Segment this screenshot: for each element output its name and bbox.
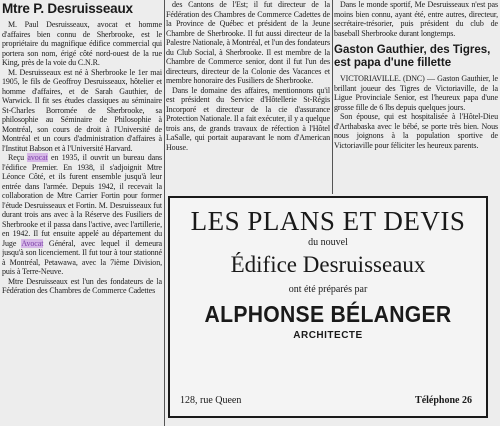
article-paragraph-1: M. Paul Desruisseaux, avocat et homme d'affaires bien connu de Sherbrooke, est le propriétaire du magnifique édifice commercial qui portera son nom, érigé côté nord-ouest de la rue King, près de la voie du C.N.R. <box>2 20 162 67</box>
column-divider <box>164 0 165 426</box>
article-column-3 <box>334 0 498 194</box>
article-column-2 <box>166 0 330 194</box>
article-paragraph-4: Mtre Desruisseaux est l'un des fondateurs de la Fédération des Chambres de Commerce Cadettes <box>2 276 162 295</box>
article-paragraph-3 <box>2 153 162 277</box>
ad-phone: Téléphone 26 <box>415 395 472 406</box>
dateline-source: (DNC) <box>403 74 425 83</box>
ad-prepared-by: ont été préparés par <box>288 284 368 295</box>
paragraph-text: Reçu <box>8 153 28 162</box>
paragraph-text: — Gaston Gauthier, le brillant joueur des Tigres de Victoriaville, de la Ligue Provinciale Senior, est l'heureux papa d'une grosse fille de 6 lbs depuis quelques jours. <box>334 74 498 112</box>
article-headline-desruisseaux: Mtre P. Desruisseaux <box>2 1 133 16</box>
ad-address: 128, rue Queen <box>180 395 242 406</box>
article-paragraph-dateline <box>334 74 498 112</box>
article-paragraph-2: M. Desruisseaux est né à Sherbrooke le 1er mai 1905, le fils de Geoffroy Desruisseaux, hôtelier et homme d'affaires, et de Sarah Gauthier, de Warwick. Il fit ses études classiques au séminaire St-Charles Borromée de Sherbrooke, sa philosophie au Séminaire de Philosophie à Montréal, son cours de droit à l'Université de Montréal et un cours d'administration d'affaires à l'Institut Babson et à l'Université Harvard. <box>2 67 162 153</box>
ad-architect-name: ALPHONSE BÉLANGER <box>204 301 452 327</box>
column-divider <box>332 0 333 194</box>
article-headline-gauthier: Gaston Gauthier, des Tigres, est papa d'une fillette <box>334 44 491 69</box>
ad-architect-title: ARCHITECTE <box>293 330 363 341</box>
article-paragraph-6: Dans le domaine des affaires, mentionnons qu'il est président du Service d'Hôtellerie St-Régis Incorporé et directeur de la cie d'assurance Protection Nationale. Il a fait exécuter, il y a quelque trois ans, de grands travaux de réfection à l'Hôtel LaSalle, qui portait auparavant le nom d'American House. <box>166 85 330 152</box>
article-paragraph-last: Son épouse, qui est hospitalisée à l'Hôtel-Dieu d'Arthabaska avec le bébé, se porte très bien. Nous nous joignons à la population sportive de Victoriaville pour féliciter les heureux parents. <box>334 112 498 150</box>
dateline-place: VICTORIAVILLE. <box>340 74 401 83</box>
ad-subtitle: du nouvel <box>308 237 348 248</box>
ad-title: LES PLANS ET DEVIS <box>190 206 466 236</box>
architect-advertisement <box>168 196 488 418</box>
article-column-1 <box>2 0 162 426</box>
paragraph-text: Général, avec lequel il demeura jusqu'à son licenciement. Il fut tour à tour stationné à Montréal, Petawawa, avec la 7ième Division, puis à Terre-Neuve. <box>2 238 162 276</box>
ad-building-name: Édifice Desruisseaux <box>230 252 426 277</box>
article-paragraph-7: Dans le monde sportif, Me Desruisseaux n'est pas moins bien connu, ayant été, entre autres, directeur, secrétaire-trésorier, puis président du club de baseball Sherbrooke durant longtemps. <box>334 0 498 38</box>
highlighted-word-avocat: avocat <box>27 153 48 162</box>
article-paragraph-5: des Cantons de l'Est; il fut directeur de la Fédération des Chambres de Commerce Cadettes de la Province de Québec et président de la Jeune Chambre de Sherbrooke. Il fut aussi directeur de la Palestre Nationale, à Montréal, et l'un des fondateurs du Club Social, à Sherbrooke. Il est membre de la Chambre de Commerce senior, dont il fut l'un des directeurs, directeur de la Colonie des Vacances et membre honoraire des Fusiliers de Sherbrooke. <box>166 0 330 85</box>
highlighted-word-avocat-2: Avocat <box>21 238 44 248</box>
paragraph-text: en 1935, il ouvrit un bureau dans l'édifice Premier. En 1938, il s'adjoignit Mtre Léonce Côté, et ils furent ensemble jusqu'à leur entrée dans l'armée. Depuis 1942, il recevait la collaboration de Mtre Carrier Fortin pour former l'étude Desruisseaux et Fortin. M. Desruisseaux fut durant trois ans avec à la Réserve des Fusiliers de Sherbrooke et il passa dans l'active, avec l'artillerie, en 1942. Il fut ensuite appelé au département du Juge <box>2 153 162 248</box>
